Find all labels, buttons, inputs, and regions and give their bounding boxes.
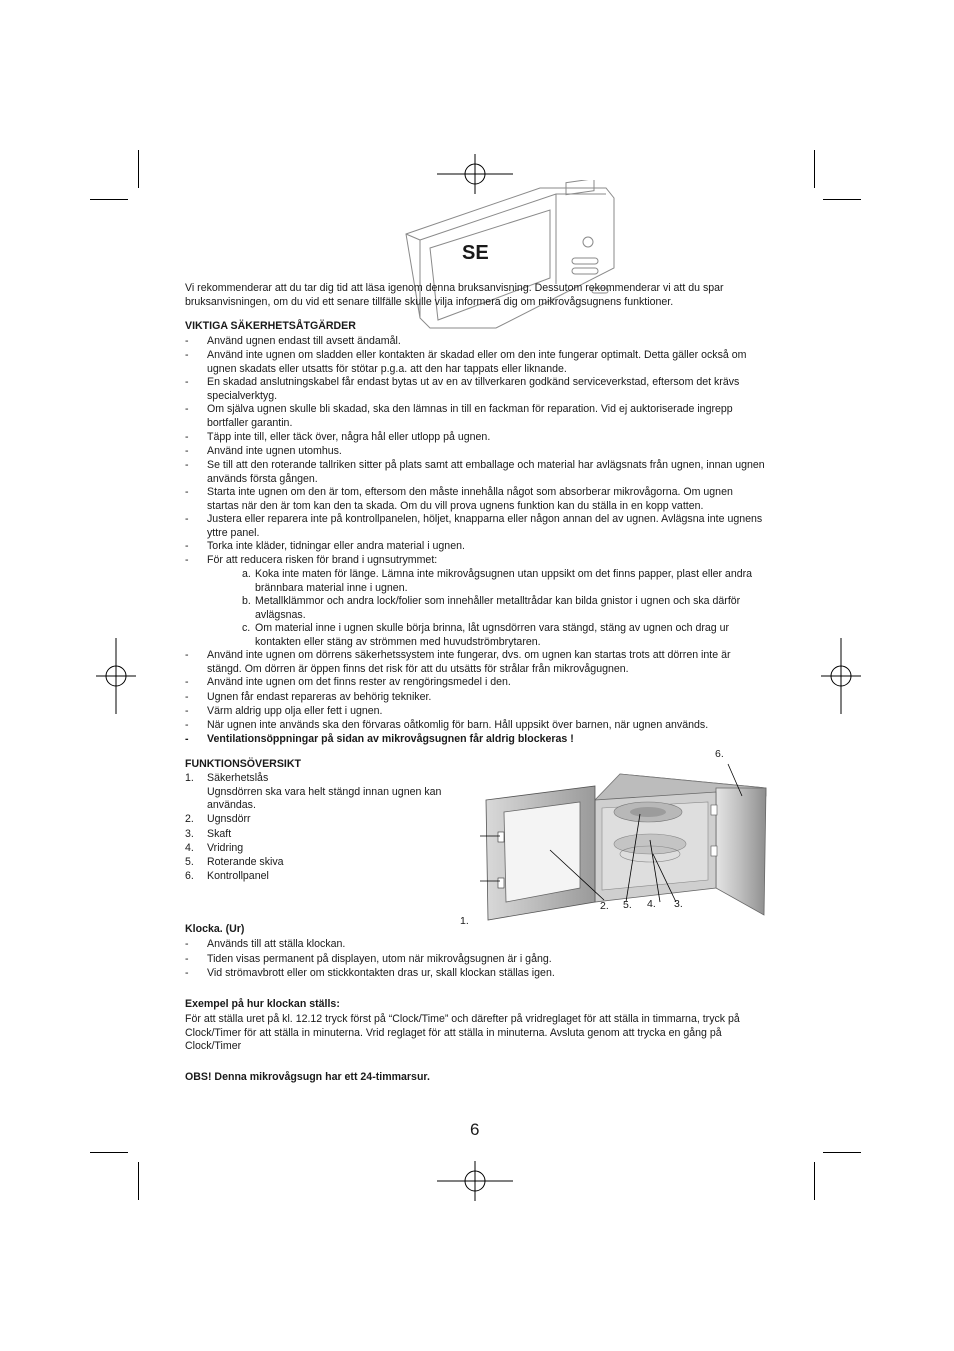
list-item: - Använd inte ugnen utomhus. xyxy=(185,445,342,457)
registration-mark-right xyxy=(821,638,861,714)
function-item: 5. Roterande skiva xyxy=(185,856,284,868)
list-item: - En skadad anslutningskabel får endast bytas ut av en av tillverkaren godkänd serviceverkstad, eftersom det krävs specialverktyg. xyxy=(185,376,740,402)
list-item-warning: - Ventilationsöppningar på sidan av mikrovågsugnen får aldrig blockeras ! xyxy=(185,733,574,745)
functions-heading: FUNKTIONSÖVERSIKT xyxy=(185,758,301,770)
function-item: 6. Kontrollpanel xyxy=(185,870,269,882)
list-item: - Täpp inte till, eller täck över, några hål eller utlopp på ugnen. xyxy=(185,431,491,443)
list-item: - Justera eller reparera inte på kontrollpanelen, höljet, knapparna eller någon annan del av ugnen. Avlägsna inte ugnens yttre panel. xyxy=(185,513,763,539)
language-code: SE xyxy=(462,242,489,264)
sub-list-item: c. Om material inne i ugnen skulle börja brinna, låt ugnsdörren vara stängd, stäng av ugnen och drag ur kontakten eller stäng av strömmen med huvudströmbrytaren. xyxy=(242,622,730,648)
sub-list-item: b. Metallklämmor och andra lock/folier som innehåller metalltrådar kan bilda gnistor i ugnen och ska därför avlägsnas. xyxy=(242,595,741,621)
callout-6: 6. xyxy=(715,748,724,760)
example-paragraph: För att ställa uret på kl. 12.12 tryck först på “Clock/Time” och därefter på vridreglaget för att ställa in timmarna, tryck på Clock/Timer för att ställa in minuterna. Vrid reglaget för att ställa in minuterna. Avsluta genom att trycka en gång på Clock/Timer xyxy=(185,1013,740,1053)
clock-heading: Klocka. (Ur) xyxy=(185,923,245,935)
registration-mark-bottom xyxy=(437,1161,513,1201)
callout-3: 3. xyxy=(674,898,683,910)
list-item: - Använd ugnen endast till avsett ändamål. xyxy=(185,335,401,347)
list-item: - Starta inte ugnen om den är tom, eftersom den måste innehålla något som absorberar mikrovågorna. Om ugnen startas när den är tom kan den ta skada. Om du vill prova ugnens funktion kan du ställa in en kopp vatten. xyxy=(185,486,733,512)
function-item: 1. Säkerhetslås Ugnsdörren ska vara helt stängd innan ugnen kan användas. xyxy=(185,772,442,812)
list-item: - Ugnen får endast repareras av behörig tekniker. xyxy=(185,691,432,703)
callout-5: 5. xyxy=(623,899,632,911)
list-item: - Om själva ugnen skulle bli skadad, ska den lämnas in till en fackman för reparation. Vid ej auktoriserade ingrepp bortfaller garantin. xyxy=(185,403,733,429)
page-number: 6 xyxy=(470,1120,480,1139)
list-item: - När ugnen inte används ska den förvaras oåtkomlig för barn. Håll uppsikt över barnen, när ugnen används. xyxy=(185,719,709,731)
sub-list-item: a. Koka inte maten för länge. Lämna inte mikrovågsugnen utan uppsikt om det finns papper, plast eller andra brännbara material inne i ugnen. xyxy=(242,568,753,594)
registration-mark-left xyxy=(96,638,136,714)
note-text: OBS! Denna mikrovågsugn har ett 24-timmarsur. xyxy=(185,1071,430,1083)
list-item: - Använd inte ugnen om sladden eller kontakten är skadad eller om den inte fungerar optimalt. Detta gäller också om ugnen skadats eller utsatts för stötar p.g.a. att den har tappats eller liknande. xyxy=(185,349,747,375)
function-item: 4. Vridring xyxy=(185,842,244,854)
list-item: - Används till att ställa klockan. xyxy=(185,938,346,950)
list-item: - Använd inte ugnen om dörrens säkerhetssystem inte fungerar, dvs. om ugnen kan startas trots att dörren inte är stängd. Om dörren är öppen finns det risk för att du utsätts för strålar från mikrovågugnen. xyxy=(185,649,731,675)
intro-paragraph: Vi rekommenderar att du tar dig tid att läsa igenom denna bruksanvisning. Dessutom rekommenderar vi att du spar bruksanvisningen, om du vid ett senare tillfälle skulle vilja informera dig om mikrovågsugnens funktioner. xyxy=(185,282,724,308)
safety-heading: VIKTIGA SÄKERHETSÅTGÄRDER xyxy=(185,320,356,332)
function-item: 2. Ugnsdörr xyxy=(185,813,251,825)
list-item: - Tiden visas permanent på displayen, utom när mikrovågsugnen är i gång. xyxy=(185,953,552,965)
list-item: - Se till att den roterande tallriken sitter på plats samt att emballage och material har avlägsnats från ugnen, innan ugnen används första gången. xyxy=(185,459,765,485)
list-item: - För att reducera risken för brand i ugnsutrymmet: xyxy=(185,554,438,566)
function-item: 3. Skaft xyxy=(185,828,232,840)
list-item: - Använd inte ugnen om det finns rester av rengöringsmedel i den. xyxy=(185,676,511,688)
example-heading: Exempel på hur klockan ställs: xyxy=(185,998,340,1010)
list-item: - Torka inte kläder, tidningar eller andra material i ugnen. xyxy=(185,540,465,552)
callout-4: 4. xyxy=(647,898,656,910)
list-item: - Vid strömavbrott eller om stickkontakten dras ur, skall klockan ställas igen. xyxy=(185,967,555,979)
callout-1: 1. xyxy=(460,915,469,927)
list-item: - Värm aldrig upp olja eller fett i ugnen. xyxy=(185,705,383,717)
callout-2: 2. xyxy=(600,900,609,912)
